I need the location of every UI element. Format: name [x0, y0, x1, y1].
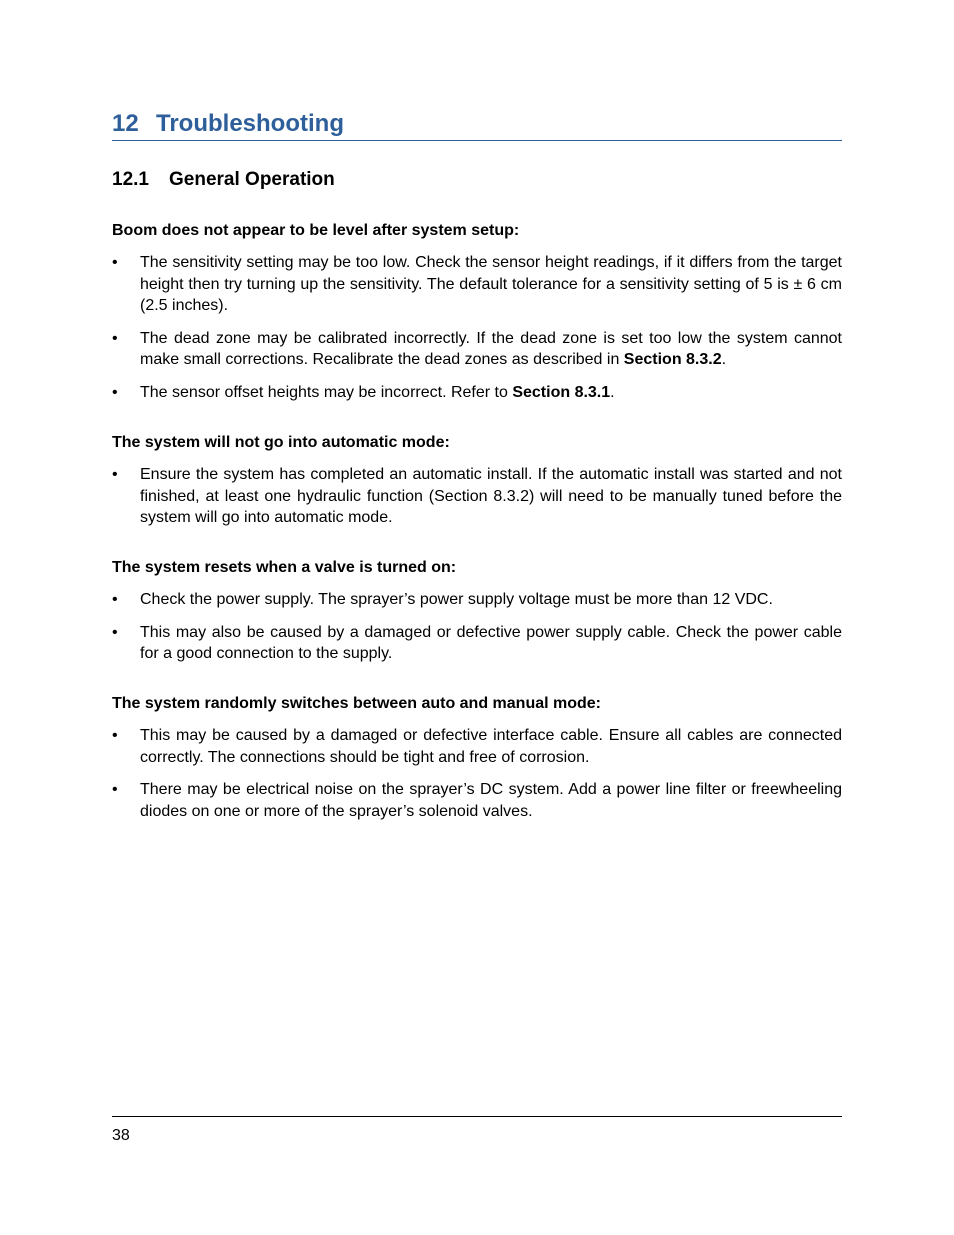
bullet-icon: • [112, 329, 118, 347]
list-item [112, 328, 842, 371]
list-item [112, 622, 842, 665]
item-text-end: . [721, 351, 727, 368]
bullet-list [112, 464, 842, 529]
bullet-icon: • [112, 254, 118, 271]
document-page [112, 0, 842, 1235]
bullet-icon: • [112, 781, 118, 798]
section-title: General Operation [169, 169, 335, 190]
section-heading [112, 167, 335, 193]
item-text: This may be caused by a damaged or defective interface cable. Ensure all cables are connected correctly. The connections should be tight and free of corrosion. [140, 727, 842, 766]
bullet-icon: • [112, 591, 118, 608]
chapter-title: Troubleshooting [156, 110, 344, 137]
group-heading: The system resets when a valve is turned on: [112, 559, 457, 576]
item-text: Ensure the system has completed an automatic install. If the automatic install was started and not finished, at least one hydraulic function (Section 8.3.2) will need to be manually tuned before the system will go into automatic mode. [140, 466, 842, 526]
troubleshoot-group-automatic-mode [112, 432, 842, 540]
bullet-icon: • [112, 727, 118, 744]
list-item [112, 382, 842, 404]
troubleshoot-group-random-switching [112, 693, 842, 833]
bullet-list [112, 589, 842, 665]
bullet-icon: • [112, 383, 118, 401]
section-reference: Section 8.3.1 [512, 383, 611, 401]
bullet-icon: • [112, 623, 118, 641]
item-text: There may be electrical noise on the sprayer’s DC system. Add a power line filter or freewheeling diodes on one or more of the sprayer’s solenoid valves. [140, 781, 842, 820]
list-item [112, 464, 842, 529]
item-text-end: . [610, 383, 615, 401]
list-item [112, 725, 842, 768]
item-text: The dead zone may be calibrated incorrectly. If the dead zone is set too low the system cannot make small corrections. Recalibrate the dead zones as described in [140, 329, 842, 368]
list-item [112, 589, 842, 611]
section-number: 12.1 [112, 169, 149, 190]
list-item [112, 252, 842, 317]
troubleshoot-group-boom-level [112, 220, 842, 414]
item-text: The sensor offset heights may be incorrect. Refer to [140, 383, 513, 401]
group-heading: Boom does not appear to be level after system setup: [112, 222, 520, 239]
chapter-heading [112, 108, 842, 141]
bullet-list [112, 725, 842, 822]
section-reference: Section 8.3.2 [623, 351, 722, 368]
footer-divider [112, 1116, 842, 1117]
chapter-number: 12 [112, 110, 139, 137]
item-text: This may also be caused by a damaged or defective power supply cable. Check the power cable for a good connection to the supply. [140, 623, 842, 662]
group-heading: The system will not go into automatic mode: [112, 434, 450, 451]
bullet-list [112, 252, 842, 403]
page-number: 38 [112, 1127, 130, 1144]
item-text: Check the power supply. The sprayer’s power supply voltage must be more than 12 VDC. [140, 591, 773, 608]
group-heading: The system randomly switches between auto and manual mode: [112, 695, 602, 712]
troubleshoot-group-system-resets [112, 557, 842, 676]
item-text: The sensitivity setting may be too low. Check the sensor height readings, if it differs from the target height then try turning up the sensitivity. The default tolerance for a sensitivity setting of 5 is ± 6 cm (2.5 inches). [140, 254, 842, 314]
list-item [112, 779, 842, 822]
bullet-icon: • [112, 466, 118, 483]
